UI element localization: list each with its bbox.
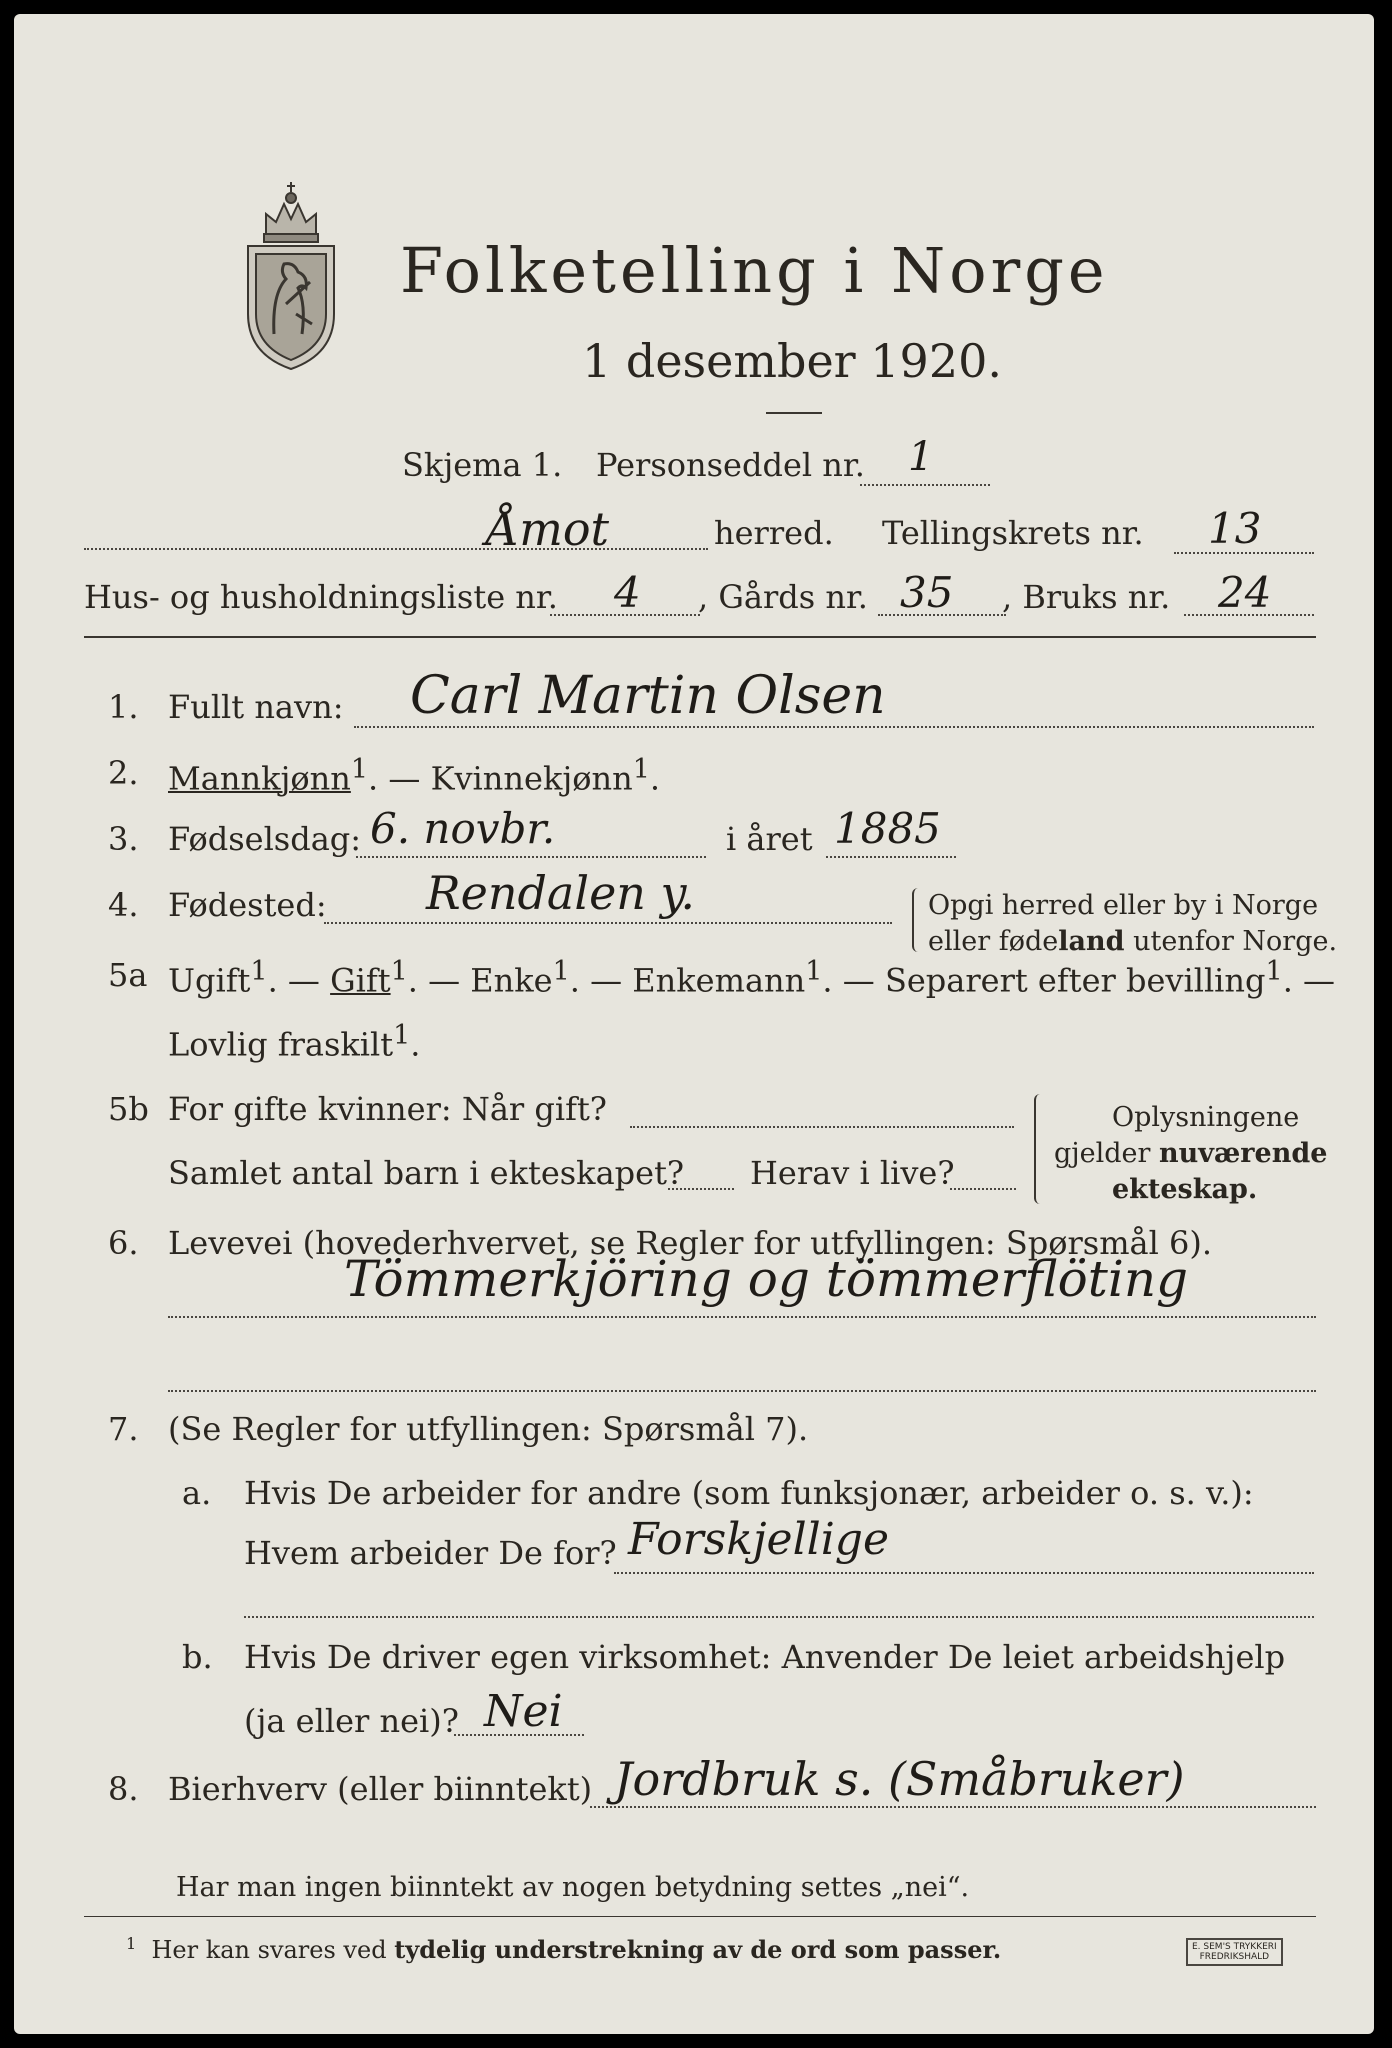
q4-label: Fødested: [168,886,327,924]
q5b-note-line2: gjelder nuværende [1054,1138,1328,1169]
q3-day-line [356,856,706,858]
q8-label: Bierhverv (eller biinntekt) [168,1770,593,1808]
ugift-option[interactable]: Ugift [168,961,251,1000]
q4-line [324,922,892,924]
bruks-value[interactable]: 24 [1218,568,1272,617]
q4-note-brace [912,888,924,952]
herred-label: herred. [714,514,834,552]
q5b-children-label: Samlet antal barn i ekteskapet? [168,1154,685,1192]
q5b-line1: For gifte kvinner: Når gift? [168,1090,607,1128]
q7-label: (Se Regler for utfyllingen: Spørsmål 7). [168,1410,809,1448]
q3-label: Fødselsdag: [168,820,362,858]
q1-number: 1. [108,688,139,726]
q5a-line2: Lovlig fraskilt$^1$. [168,1020,421,1064]
q2-text: Mannkjønn$^1$. — Kvinnekjønn$^1$. [168,754,661,798]
q5b-alive-line [950,1188,1016,1190]
q7a-line1: Hvis De arbeider for andre (som funksjonær, arbeider o. s. v.): [244,1474,1254,1512]
q3-year-line [826,856,956,858]
q7b-letter: b. [182,1638,213,1676]
enkemann-option[interactable]: . — Enkemann [569,961,806,1000]
q6-number: 6. [108,1224,139,1262]
herred-value[interactable]: Åmot [486,502,610,556]
q6-line2 [168,1390,1316,1392]
q5b-married-line [630,1126,1014,1128]
title-divider [766,412,822,414]
q4-note-line1: Opgi herred eller by i Norge [928,890,1319,921]
herred-line [84,548,708,550]
full-name-value[interactable]: Carl Martin Olsen [410,666,886,726]
q5a-number: 5a [108,956,148,994]
gift-option[interactable]: Gift [330,961,391,1000]
q1-label: Fullt navn: [168,688,344,726]
q7a-line-extra [244,1616,1314,1618]
tellingskrets-label: Tellingskrets nr. [882,514,1144,552]
side-income-value[interactable]: Jordbruk s. (Småbruker) [614,1752,1185,1806]
birthdate-value[interactable]: 6. novbr. [370,804,556,853]
form-title: Folketelling i Norge [400,234,1109,307]
q7-number: 7. [108,1410,139,1448]
q8-line [590,1806,1316,1808]
fraskilt-option[interactable]: Lovlig fraskilt [168,1025,394,1064]
q7a-letter: a. [182,1474,212,1512]
q8-number: 8. [108,1770,139,1808]
q5b-note-line3: ekteskap. [1112,1174,1258,1205]
gards-label: , Gårds nr. [698,578,868,616]
footnote: $^1$ Her kan svares ved tydelig understrekning av de ord som passer. [126,1934,1002,1964]
employer-value[interactable]: Forskjellige [628,1514,889,1565]
q7a-line [614,1572,1314,1574]
q6-label: Levevei (hovederhvervet, se Regler for utfyllingen: Spørsmål 6). [168,1224,1213,1262]
norwegian-coat-of-arms-icon [236,164,346,374]
personseddel-value[interactable]: 1 [908,434,934,480]
personseddel-line [860,484,990,486]
q4-note-line2: eller fødeland utenfor Norge. [928,926,1338,957]
q3-year-label: i året [726,820,813,858]
gards-value[interactable]: 35 [900,568,954,617]
skjema-label: Skjema 1. [402,446,563,484]
q6-line1 [168,1316,1316,1318]
q7a-line2: Hvem arbeider De for? [244,1534,617,1572]
tellingskrets-value[interactable]: 13 [1208,504,1262,553]
mannkjonn-option[interactable]: Mannkjønn [168,759,351,798]
personseddel-label: Personseddel nr. [596,446,865,484]
hired-help-value[interactable]: Nei [484,1686,563,1737]
q2-number: 2. [108,754,139,792]
birthyear-value[interactable]: 1885 [834,804,941,853]
kvinnekjonn-option[interactable]: . — Kvinnekjønn [368,759,633,798]
q3-number: 3. [108,820,139,858]
census-form [14,14,1374,2034]
nei-note: Har man ingen biinntekt av nogen betydning settes „nei“. [176,1872,970,1903]
q5a-line1: Ugift$^1$. — Gift$^1$. — Enke$^1$. — Enkemann$^1$. — Separert efter bevilling$^1$. — [168,956,1336,1000]
header-divider [84,636,1316,638]
q5b-children-line [668,1188,734,1190]
q1-line [354,726,1314,728]
q5b-alive-label: Herav i live? [750,1154,955,1192]
occupation-value[interactable]: Tömmerkjöring og tömmerflöting [344,1250,1189,1308]
q7b-line1: Hvis De driver egen virksomhet: Anvender De leiet arbeidshjelp [244,1638,1286,1676]
q5b-note-line1: Oplysningene [1112,1102,1300,1133]
hus-label: Hus- og husholdningsliste nr. [84,578,558,616]
footnote-divider [84,1916,1316,1917]
form-date: 1 desember 1920. [582,334,1002,388]
q4-number: 4. [108,886,139,924]
hus-value[interactable]: 4 [614,568,641,617]
birthplace-value[interactable]: Rendalen y. [426,866,696,920]
separert-option[interactable]: . — Separert efter bevilling [822,961,1266,1000]
printer-stamp: E. SEM'S TRYKKERI FREDRIKSHALD [1186,1938,1283,1966]
bruks-label: , Bruks nr. [1002,578,1171,616]
q7b-line2: (ja eller nei)? [244,1702,459,1740]
q5b-note-brace [1034,1094,1048,1204]
q5b-number: 5b [108,1090,149,1128]
enke-option[interactable]: . — Enke [407,961,553,1000]
